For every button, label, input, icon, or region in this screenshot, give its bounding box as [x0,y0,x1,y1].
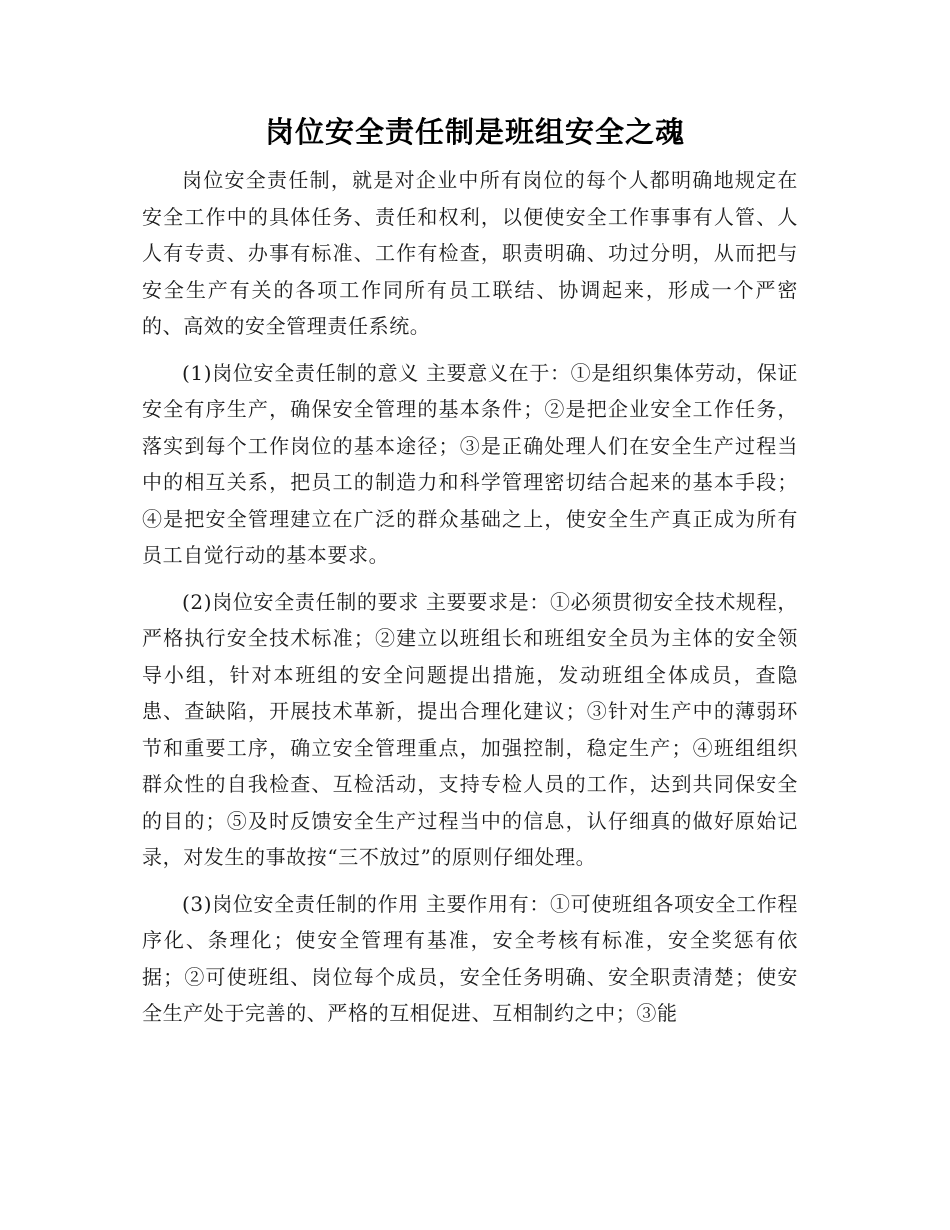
document-body [142,162,798,1042]
paragraph-functions: (3)岗位安全责任制的作用 主要作用有：①可使班组各项安全工作程序化、条理化；使安全管理有基准，安全考核有标准，安全奖惩有依据；②可使班组、岗位每个成员，安全任务明确、安全职责清楚；使安全生产处于完善的、严格的互相促进、互相制约之中；③能 [142,891,798,1025]
paragraph-requirements: (2)岗位安全责任制的要求 主要要求是：①必须贯彻安全技术规程，严格执行安全技术标准；②建立以班组长和班组安全员为主体的安全领导小组，针对本班组的安全问题提出措施，发动班组全体成员，查隐患、查缺陷，开展技术革新，提出合理化建议；③针对生产中的薄弱环节和重要工序，确立安全管理重点，加强控制，稳定生产；④班组组织群众性的自我检查、互检活动，支持专检人员的工作，达到共同保安全的目的；⑤及时反馈安全生产过程当中的信息，认仔细真的做好原始记录，对发生的事故按“三不放过”的原则仔细处理。 [142,589,798,869]
paragraph-significance: (1)岗位安全责任制的意义 主要意义在于：①是组织集体劳动，保证安全有序生产，确保安全管理的基本条件；②是把企业安全工作任务，落实到每个工作岗位的基本途径；③是正确处理人们在安全生产过程当中的相互关系，把员工的制造力和科学管理密切结合起来的基本手段；④是把安全管理建立在广泛的群众基础之上，使安全生产真正成为所有员工自觉行动的基本要求。 [142,360,798,567]
document-title: 岗位安全责任制是班组安全之魂 [264,115,685,149]
paragraph-intro: 岗位安全责任制，就是对企业中所有岗位的每个人都明确地规定在安全工作中的具体任务、责任和权利，以便使安全工作事事有人管、人人有专责、办事有标准、工作有检查，职责明确、功过分明，从而把与安全生产有关的各项工作同所有员工联结、协调起来，形成一个严密的、高效的安全管理责任系统。 [142,168,798,338]
